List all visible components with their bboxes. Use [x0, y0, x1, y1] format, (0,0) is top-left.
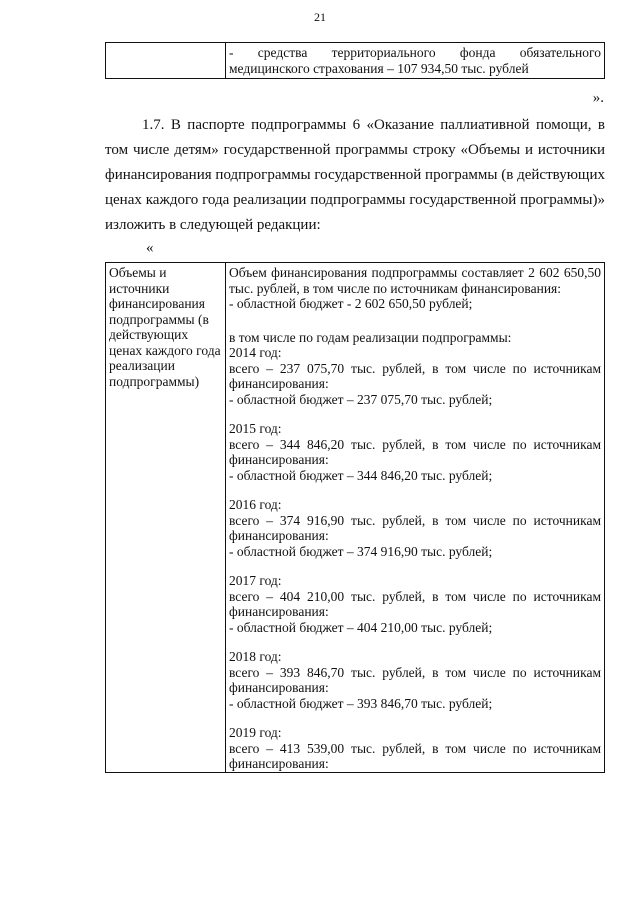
year-total: всего – 344 846,20 тыс. рублей, в том числе по источникам финансирования:	[229, 436, 601, 467]
year-regional-budget: - областной бюджет – 393 846,70 тыс. рублей;	[229, 695, 493, 711]
year-label: 2016 год:	[229, 497, 282, 512]
year-label: 2014 год:	[229, 345, 282, 360]
year-label: 2015 год:	[229, 421, 282, 436]
table-row	[106, 263, 605, 773]
year-total: всего – 374 916,90 тыс. рублей, в том числе по источникам финансирования:	[229, 512, 601, 543]
by-years-heading: в том числе по годам реализации подпрограммы:	[229, 329, 512, 345]
intro-line: Объем финансирования подпрограммы составляет 2 602 650,50 тыс. рублей, в том числе по источникам финансирования:	[229, 265, 601, 296]
table-row	[106, 43, 605, 79]
year-regional-budget: - областной бюджет – 344 846,20 тыс. рублей;	[229, 467, 493, 483]
intro-regional-budget: - областной бюджет - 2 602 650,50 рублей;	[229, 296, 473, 311]
year-total: всего – 237 075,70 тыс. рублей, в том числе по источникам финансирования:	[229, 360, 601, 391]
page-number: 21	[314, 10, 326, 24]
year-block-2014	[229, 345, 601, 407]
row-label-cell: Объемы и источники финансирования подпрограммы (в действующих ценах каждого года реализации подпрограммы)	[106, 263, 226, 773]
table-cell-empty	[106, 43, 226, 79]
territorial-fund-cell: - средства территориального фонда обязательного медицинского страхования – 107 934,50 тыс. рублей	[226, 43, 605, 79]
opening-quote: «	[146, 240, 154, 256]
year-total: всего – 404 210,00 тыс. рублей, в том числе по источникам финансирования:	[229, 588, 601, 619]
financing-table	[105, 262, 605, 773]
amendment-paragraph	[105, 113, 605, 238]
year-label: 2017 год:	[229, 573, 282, 588]
continuation-table	[105, 42, 605, 79]
year-label: 2018 год:	[229, 649, 282, 664]
year-total: всего – 393 846,70 тыс. рублей, в том числе по источникам финансирования:	[229, 664, 601, 695]
year-label: 2019 год:	[229, 725, 282, 740]
year-block-2017	[229, 573, 601, 635]
closing-quote: ».	[592, 90, 604, 106]
financing-details-cell	[226, 263, 605, 773]
year-regional-budget: - областной бюджет – 374 916,90 тыс. рублей;	[229, 543, 493, 559]
paragraph-text: 1.7. В паспорте подпрограммы 6 «Оказание паллиативной помощи, в том числе детям» государственной программы строку «Объемы и источники финансирования подпрограммы государственной программы (в действующих ценах каждого года реализации подпрограммы государственной программы)» изложить в следующей редакции:	[105, 117, 605, 233]
year-block-2018	[229, 649, 601, 711]
year-block-2019	[229, 725, 601, 772]
year-regional-budget: - областной бюджет – 237 075,70 тыс. рублей;	[229, 391, 493, 407]
year-total: всего – 413 539,00 тыс. рублей, в том числе по источникам финансирования:	[229, 740, 601, 771]
year-block-2016	[229, 497, 601, 559]
year-regional-budget: - областной бюджет – 404 210,00 тыс. рублей;	[229, 619, 493, 635]
year-block-2015	[229, 421, 601, 483]
